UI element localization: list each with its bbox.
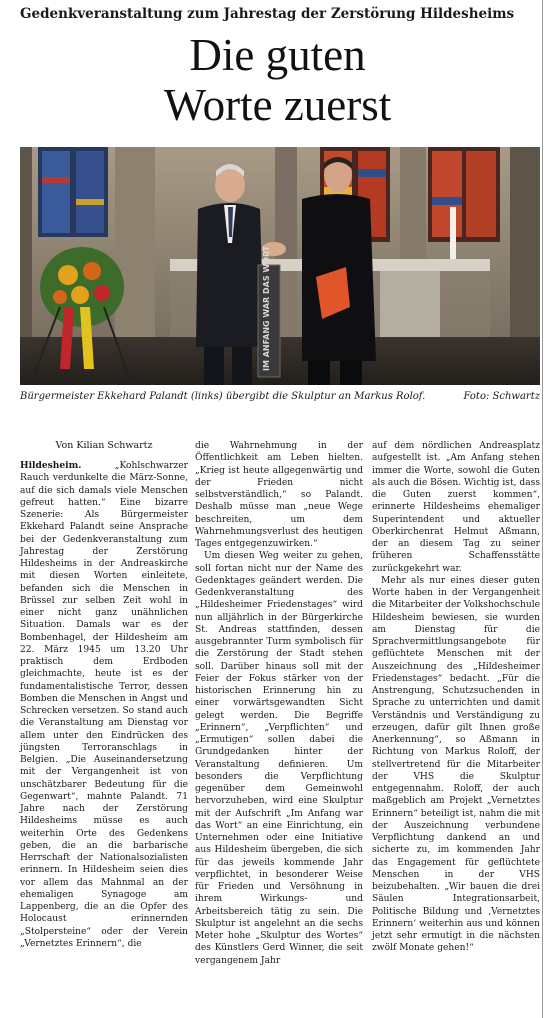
headline-line-2: Worte zuerst (163, 80, 392, 130)
paragraph-text: „Kohlschwarzer Rauch verdunkelte die März-Sonne, auf die sich damals viele Menschen gefreut hatten.“ Eine bizarre Szenerie: Als Bürgermeister Ekkehard Palandt seine Ansprache bei der Gedenkveranstaltung zum Jahrestag der Zerstörung Hildesheims in der Andreaskirche mit diesen Worten einleitete, befanden sich die Menschen in Brüssel zur selben Zeit wohl in einer nicht ganz unähnlichen Situation. Damals war es der Bombenhagel, der Hildesheim am 22. März 1945 um 13.20 Uhr praktisch dem Erdboden gleichmachte, heute ist es der fundamentalistische Terror, dessen Bomben die Menschen in Angst und Schrecken versetzen. So stand auch die Veranstaltung am Dienstag vor allem unter den Eindrücken des jüngsten Terroranschlags in Belgien. „Die Auseinandersetzung mit der Vergangenheit ist von unschätzbarer Bedeutung für die Gegenwart“, mahnte Palandt. 71 Jahre nach der Zerstörung Hildesheims müsse es auch weiterhin Orte des Gedenkens geben, die an die barbarische Herrschaft der Nationalsozialisten erinnern. In Hildesheim seien dies vor allem das Mahnmal an der ehemaligen Synagoge am Lappenberg, die an die Opfer des Holocaust erinnernden „Stolpersteine“ oder der Verein „Vernetztes Erinnern“, die (20, 461, 188, 949)
byline: Von Kilian Schwartz (55, 440, 153, 451)
dateline: Hildesheim. (20, 460, 82, 471)
headline-line-1: Die guten (189, 30, 366, 80)
stained-glass-window-left (38, 147, 108, 237)
paragraph: Mehr als nur eines dieser guten Worte haben in der Vergangenheit die Mitarbeiter der Volkshochschule Hildesheim bewiesen, sie wurden am Dienstag für die Sprachvermittlungsangebote für geflüchtete Menschen mit der Auszeichnung des „Hildesheimer Friedenstages“ bedacht. „Für die Anstrengung, Schutzsuchenden in Sprache zu unterrichten und damit Verständnis und Verständigung zu erzeugen, dafür gilt Ihnen große Anerkennung“, so Aßmann in Richtung von Markus Roloff, der stellvertretend für die Mitarbeiter der VHS die Skulptur entgegennahm. Roloff, der auch maßgeblich am Projekt „Vernetztes Erinnern“ beteiligt ist, nahm die mit der Auszeichnung verbundene Verpflichtung dankend an und sicherte zu, im kommenden Jahr das Engagement für geflüchtete Menschen in der VHS beizubehalten. „Wir bauen die drei Säulen Integrationsarbeit, Politische Bildung und ‚Vernetztes Erinnern‘ weiterhin aus und können jetzt sehr ermutigt in die nächsten zwölf Monate gehen!“ (372, 575, 540, 954)
sculpture-inscription: IM ANFANG WAR DAS WORT (262, 245, 271, 371)
photo-credit: Foto: Schwartz (463, 391, 540, 402)
photo-illustration (20, 147, 540, 385)
caption-text: Bürgermeister Ekkehard Palandt (links) übergibt die Skulptur an Markus Rolof. (20, 391, 426, 402)
photo-caption (20, 390, 540, 404)
sculpture (258, 245, 280, 377)
article-column-2 (195, 440, 363, 967)
paragraph: auf dem nördlichen Andreasplatz aufgestellt ist. „Am Anfang stehen immer die Worte, sowohl die Guten als auch die Bösen. Wichtig ist, dass die Guten zuerst kommen“, erinnerte Hildesheims ehemaliger Superintendent und aktueller Oberkirchenrat Helmut Aßmann, der an diesem Tag zu seiner früheren Schaffensstätte zurückgekehrt war. (372, 441, 540, 574)
adjacent-article-edge (541, 0, 552, 1018)
article-column-1 (20, 460, 188, 950)
paragraph: die Wahrnehmung in der Öffentlichkeit am Leben hielten. „Krieg ist heute allgegenwärtig und der Frieden nicht selbstverständlich,“ so Palandt. Deshalb müsse man „neue Wege beschreiten, um dem Wahrnehmungsverlust des heutigen Tages entgegenzuwirken.“ (195, 441, 363, 549)
article-kicker: Gedenkveranstaltung zum Jahrestag der Zerstörung Hildesheims (20, 6, 515, 22)
article-column-3 (372, 440, 540, 955)
paragraph: Um diesen Weg weiter zu gehen, soll fortan nicht nur der Name des Gedenktages geändert werden. Die Gedenkveranstaltung des „Hildesheimer Friedenstages“ wird nun alljährlich in der Bürgerkirche St. Andreas stattfinden, dessen ausgebrannter Turm symbolisch für die Zerstörung der Stadt stehen soll. Darüber hinaus soll mit der Feier der Fokus stärker von der historischen Erinnerung hin zu einer vorwärtsgewandten Sicht gelegt werden. Die Begriffe „Erinnern“, „Verpflichten“ und „Ermutigen“ sollen dabei die Grundgedanken hinter der Veranstaltung definieren. Um besonders die Verpflichtung gegenüber dem Gemeinwohl hervorzuheben, wird eine Skulptur mit der Aufschrift „Im Anfang war das Wort“ an eine Einrichtung, ein Unternehmen oder eine Initiative aus Hildesheim übergeben, die sich für das jeweils kommende Jahr verpflichtet, in besonderer Weise für Frieden und Versöhnung in ihrem Wirkungs- und Arbeitsbereich tätig zu sein. Die Skulptur ist angelehnt an die sechs Meter hohe „Skulptur des Wortes“ des Künstlers Gerd Winner, die seit vergangenem Jahr (195, 551, 363, 966)
article-photo (20, 147, 540, 385)
column-divider (542, 0, 543, 1018)
paragraph (20, 460, 188, 950)
article-headline (20, 30, 535, 130)
